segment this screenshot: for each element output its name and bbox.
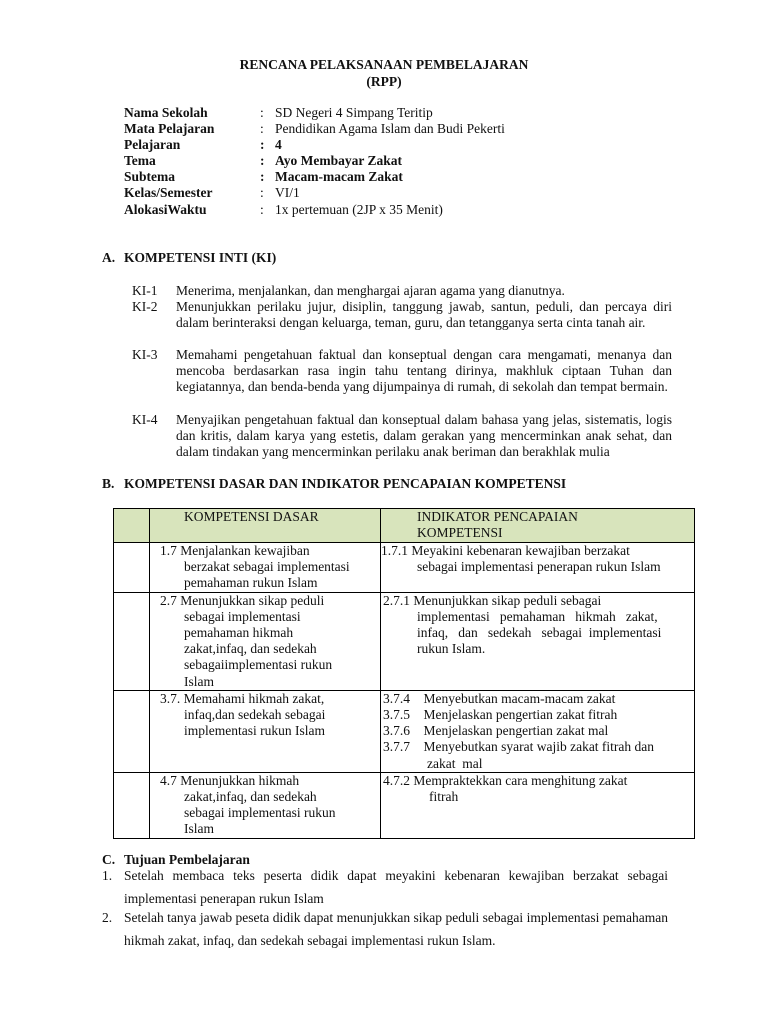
competency-table: [113, 508, 695, 839]
indicator-line: sebagai implementasi penerapan rukun Islam: [417, 559, 661, 575]
identity-value: VI/1: [275, 185, 300, 200]
identity-label: AlokasiWaktu: [124, 202, 207, 217]
objective-number: 1.: [102, 868, 113, 883]
table-row: [114, 772, 695, 838]
table-header-row: [114, 509, 695, 543]
kd-line: 4.7 Menunjukkan hikmah: [160, 772, 300, 788]
indicator-line: 3.7.5 Menjelaskan pengertian zakat fitrah: [383, 707, 618, 723]
identity-label: Pelajaran: [124, 137, 181, 152]
indicator-line: implementasi pemahaman hikmah zakat,: [417, 608, 658, 624]
row-blank-cell: [114, 543, 150, 593]
identity-label: Kelas/Semester: [124, 185, 213, 200]
kd-cell: [150, 592, 381, 690]
ki-code: KI-4: [132, 412, 158, 427]
identity-separator: :: [260, 121, 264, 136]
objective-text: Setelah tanya jawab peseta didik dapat menunjukkan sikap peduli sebagai implementasi pemahaman hikmah zakat, infaq, dan sedekah sebagai implementasi rukun Islam.: [124, 910, 668, 948]
table-row: [114, 690, 695, 772]
row-blank-cell: [114, 690, 150, 772]
kd-cell: [150, 772, 381, 838]
indicator-line: rukun Islam.: [417, 641, 486, 657]
table-header-blank: [114, 509, 150, 543]
table-row: [114, 543, 695, 593]
identity-label: Tema: [124, 153, 156, 168]
identity-value: Ayo Membayar Zakat: [275, 153, 402, 168]
row-blank-cell: [114, 592, 150, 690]
identity-value: Pendidikan Agama Islam dan Budi Pekerti: [275, 121, 505, 136]
kd-line: 2.7 Menunjukkan sikap peduli: [160, 592, 325, 608]
section-b-title: KOMPETENSI DASAR DAN INDIKATOR PENCAPAIAN KOMPETENSI: [124, 476, 567, 491]
table-header-kd: [150, 509, 381, 543]
kd-line: sebagai implementasi: [184, 608, 301, 624]
indicator-line: 2.7.1 Menunjukkan sikap peduli sebagai: [383, 592, 602, 608]
ki-text: Menunjukkan perilaku jujur, disiplin, tanggung jawab, santun, peduli, dan percaya diri dalam berinteraksi dengan keluarga, teman, guru, dan tetangganya serta cinta tanah air.: [176, 299, 672, 330]
indicator-cell: [381, 690, 695, 772]
kd-line: 3.7. Memahami hikmah zakat,: [160, 690, 325, 706]
kd-line: infaq,dan sedekah sebagai: [184, 707, 326, 723]
section-c-letter: C.: [102, 852, 116, 867]
document-title: RENCANA PELAKSANAAN PEMBELAJARAN: [239, 57, 529, 72]
ki-text: Menyajikan pengetahuan faktual dan konseptual dalam bahasa yang jelas, sistematis, logis dan kritis, dalam karya yang estetis, dalam gerakan yang mencerminkan anak sehat, dan dalam tindakan yang mencerminkan perilaku anak beriman dan berakhlak mulia: [176, 412, 672, 459]
identity-value: SD Negeri 4 Simpang Teritip: [275, 105, 433, 120]
objective-number: 2.: [102, 910, 113, 925]
objective-text: Setelah membaca teks peserta didik dapat meyakini kebenaran kewajiban berzakat sebagai implementasi penerapan rukun Islam: [124, 868, 668, 906]
kd-line: berzakat sebagai implementasi: [184, 559, 350, 575]
indicator-line: 3.7.6 Menjelaskan pengertian zakat mal: [383, 723, 609, 739]
indicator-cell: [381, 592, 695, 690]
kd-line: pemahaman rukun Islam: [184, 575, 318, 591]
kd-cell: [150, 690, 381, 772]
kd-cell: [150, 543, 381, 593]
identity-label: Mata Pelajaran: [124, 121, 215, 136]
identity-value: Macam-macam Zakat: [275, 169, 403, 184]
ki-code: KI-2: [132, 299, 158, 314]
kd-line: zakat,infaq, dan sedekah: [184, 789, 317, 805]
indicator-line: infaq, dan sedekah sebagai implementasi: [417, 625, 662, 641]
table-row: [114, 592, 695, 690]
indicator-line: 3.7.4 Menyebutkan macam-macam zakat: [383, 690, 616, 706]
kd-line: implementasi rukun Islam: [184, 723, 325, 739]
kd-line: pemahaman hikmah: [184, 625, 294, 641]
indicator-line: zakat mal: [427, 755, 483, 771]
indicator-line: 4.7.2 Mempraktekkan cara menghitung zakat: [383, 772, 628, 788]
header-kd-label: KOMPETENSI DASAR: [184, 509, 319, 524]
indicator-line: fitrah: [429, 789, 459, 805]
header-indicator-line2: KOMPETENSI: [417, 525, 503, 541]
kd-line: sebagai implementasi rukun: [184, 805, 336, 821]
kd-line: sebagaiimplementasi rukun: [184, 657, 333, 673]
identity-separator: :: [260, 153, 265, 168]
kd-line: 1.7 Menjalankan kewajiban: [160, 543, 310, 558]
identity-separator: :: [260, 185, 264, 200]
identity-value: 1x pertemuan (2JP x 35 Menit): [275, 202, 443, 217]
section-b-letter: B.: [102, 476, 115, 491]
ki-code: KI-1: [132, 283, 158, 298]
section-a-title: KOMPETENSI INTI (KI): [124, 250, 277, 265]
kd-line: Islam: [184, 673, 214, 689]
indicator-line: 1.7.1 Meyakini kebenaran kewajiban berzakat: [381, 543, 630, 558]
identity-separator: :: [260, 137, 265, 152]
identity-separator: :: [260, 202, 264, 217]
section-c-title: Tujuan Pembelajaran: [124, 852, 250, 867]
section-a-letter: A.: [102, 250, 116, 265]
header-indicator-line1: INDIKATOR PENCAPAIAN: [417, 509, 578, 524]
ki-code: KI-3: [132, 347, 158, 362]
ki-text: Memahami pengetahuan faktual dan konseptual dengan cara mengamati, menanya dan mencoba berdasarkan rasa ingin tahu tentang dirinya, makhluk ciptaan Tuhan dan kegiatannya, dan benda-benda yang dijumpainya di rumah, di sekolah dan tempat bermain.: [176, 347, 672, 394]
indicator-cell: [381, 772, 695, 838]
kd-line: Islam: [184, 821, 214, 837]
document-subtitle: (RPP): [366, 74, 402, 89]
ki-text: Menerima, menjalankan, dan menghargai ajaran agama yang dianutnya.: [176, 283, 565, 298]
kd-line: zakat,infaq, dan sedekah: [184, 641, 317, 657]
identity-separator: :: [260, 169, 265, 184]
row-blank-cell: [114, 772, 150, 838]
identity-label: Subtema: [124, 169, 176, 184]
identity-label: Nama Sekolah: [124, 105, 208, 120]
indicator-cell: [381, 543, 695, 593]
table-header-indicator: [381, 509, 695, 543]
identity-value: 4: [275, 137, 282, 152]
identity-separator: :: [260, 105, 264, 120]
indicator-line: 3.7.7 Menyebutkan syarat wajib zakat fitrah dan: [383, 739, 655, 755]
